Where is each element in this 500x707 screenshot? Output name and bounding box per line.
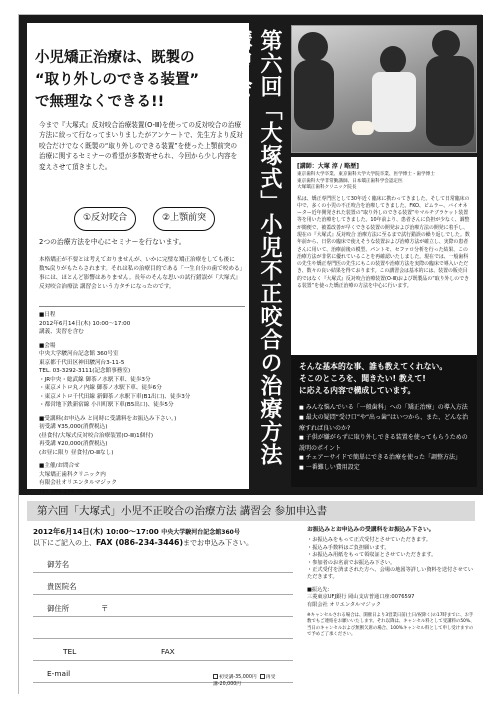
cancellation-note: ※キャンセルされる場合は、開催日より3営業日前(土日/祝除く)の17時までに、お手数でもご連絡をお願いいたします。それ以降は、キャンセル料として受講料の50%、当日のキャンセルおよび無断欠席の場合、100%キャンセル料として申し受けますので予めご了承ください。 [307,613,475,637]
form-fields [33,551,293,687]
bio-text: 私は、矯正専門医として30年近く臨床に携わってきました。そして日常臨床の中で、多くの小児の不正咬合を治療してきました。FKO、ビムラー、バイオネーター近年開発された装置の“取り外しのできる装置”やマルチブラケット装置等を用いた治療をしてきました。10年前より、患者さんに負担が少なく、調整が簡便で、被蓋改善が早くできる装置の開発および治療方法の開発に着手し、現在の『大塚式』反対咬合 治療方法に至るまで試行錯誤の繰り返しでした。数年前から、日常の臨床で使えそうな装置および治療方法が確立し、実際の患者さんに用いて、治療前後の模型、パントモ、セファロ分析を行った結果、この治療方法が非常に優れていることを再確認いたしました。現在では、一般歯科の先生や矯正専門医の先生にもこの装置や治療方法を実際の臨床で導入いただき、数々の良い結果を得ております。この講習会は基本的には、装置の販売目的ではなく『大塚式』反対咬合治療装置(O-Ⅲ)および既製品の“取り外しのできる装置”を使った矯正治療の方法を中心に行います。 [297,195,470,290]
feature-item: ■ チェアーサイドで簡単にできる治療を使った「調整方法」 [299,453,469,463]
lecturer-name: [講師：大塚 淳 / 略歴] [297,163,359,170]
note-item: ・正式受付を済まされた方へ、会場の地図等詳しい資料を送付させていただきます。 [307,567,474,581]
venue-line: ・東京メトロ千代田線 新御茶ノ水駅下車(B1出口)、徒歩3分 [39,393,191,400]
philosophy-note: 本格矯正が不要とは考えておりませんが、いかに完璧な矯正治療をしても後に数%戻りがもたらされます。それは私の治療目的である「一生自分の歯で咬める」事には、ほとんど影響はありません。長年のそんな思いの試行錯誤が『大塚式』反対咬合治療法 講習会という力タチになったのです。 [39,257,243,290]
fax-instruction [33,538,253,548]
name-field[interactable] [33,551,293,573]
bank-line: 三菱東京UFJ銀行 岡山支店普通口座:0076597 [307,594,415,601]
audience-body [294,60,334,130]
fee-line: (昼食付/大塚式反対咬合治療装置(O-Ⅲ)1個付) [39,432,154,439]
fee-heading: ■受講料(お申込み と同時に受講料をお振込み下さい。) [39,415,177,422]
note-item: ・お振込み用紙をもって領収証とさせていただきます。 [307,552,437,559]
feature-list [299,403,469,474]
seminar-flyer [18,14,482,694]
slogan-line: そんな基本的な事、誰も教えてくれない。 [299,362,448,371]
vertical-title: 第六回「大塚式」小児不正咬合の治療方法 講習会 [227,29,283,466]
address-label: 御住所 [47,604,70,613]
credential-line: 東京歯科大学非常勤講師、日本矯正歯科学会認定医 [297,178,403,184]
notes-header: お振込みとお申込みの受講料をお振込み下さい。 [307,527,435,533]
address-line-2[interactable] [33,617,293,639]
email-field[interactable] [33,661,293,687]
note-item: ・振込み手数料はご負担願います。 [307,544,390,551]
feature-item: ■ 最大の疑問“受け口”や“出っ歯”はいつから、また、どんな治療すれば良いのか? [299,413,469,433]
fax-label: FAX [161,647,175,656]
topic-circle-1: ①反対咬合 [74,207,136,231]
feature-item: ■ 子供が嫌がらずに取り外しできる装置を使ってもらうための説明のポイント [299,433,469,453]
email-label: E-mail [47,669,71,678]
topic-circle-2: ②上顎前突 [153,207,215,231]
fax-pre: 以下にご記入の上、 [33,539,96,547]
lecturer-credentials [297,172,471,192]
organizer-line: TEL.086-234-0006 [39,488,91,495]
postal-mark: 〒 [101,604,109,613]
top-section [19,15,483,495]
lecturer-head [380,46,406,74]
phone-fax-field[interactable] [33,639,293,661]
organizer-line: 有限会社オリエンタルマジック [39,480,117,486]
address-field[interactable] [33,595,293,617]
venue-line: TEL. 03-3292-3111(記念館事務室) [39,368,131,374]
intro-text: 今まで『大塚式』反対咬合治療装置(O-Ⅲ)を使っての反対咬合の治療方法に絞って行なってまいりましたがアンケートで、先生方より反対咬合だけでなく既製の“取り外しのできる装置”を使った上顎前突の治療に関するセミナーの希望が多数寄せられ、今回から少し内容を変えさせて頂きました。 [39,121,243,171]
slogan-line: に応える内容で構成しています。 [299,386,416,395]
audience-head [298,32,328,62]
date-heading: ■日程 [39,312,56,318]
venue-section [39,342,245,410]
payment-notes [307,527,475,638]
fee1-label: 初受講-35,000円 [219,675,257,680]
headline-line-3: で無理なくできる!! [35,94,165,110]
note-item: ・参加者のお名前でお振込み下さい。 [307,559,396,566]
note-item: ・お振込みをもって正式受付とさせていただきます。 [307,537,432,544]
venue-line: ・都営地下鉄新宿線 小川町駅下車(B5出口)、徒歩5分 [39,402,174,408]
name-label: 御芳名 [47,560,70,569]
organizer-line: 大塚矯正歯科クリニック内 [39,471,106,478]
venue-line: ・東京メトロ丸ノ内線 御茶ノ水駅下車、徒歩6分 [39,385,162,391]
feature-item: ■ 一番難しい費用設定 [299,463,469,473]
clinic-field[interactable] [33,573,293,595]
lecture-photo [291,25,477,153]
credential-line: 大塚矯正歯科クリニック院長 [297,185,357,190]
fax-number: FAX (086-234-3446) [96,538,184,547]
clinic-label: 貴医院名 [47,582,77,591]
fee-section [39,415,245,458]
form-venue-text: 中央大学駿河台記念館360号 [161,529,240,536]
first-time-checkbox[interactable] [213,674,218,679]
event-info [39,306,245,501]
slogan [299,361,469,397]
venue-line: 中央大学駿河台記念館 360号室 [39,351,119,357]
fee-line: (お昼に限り 昼食付/O-Ⅲなし) [39,449,114,456]
feature-item: ■ みんな悩んでいる「一般歯科」への「矯正治療」の導入方法 [299,403,469,413]
bank-heading: ■振込先： [307,586,333,593]
organizer-section [39,462,245,496]
fee2-label: 再受講-20,000円 [213,675,276,687]
bank-line: 有限会社 オリエンタルマジック [307,601,381,608]
audience-head [432,30,460,58]
left-column [27,23,249,495]
form-date-text: 2012年6月14日(木) 10:00～17:00 [33,527,159,536]
venue-line: 東京都千代田区神田駿河台3-11-5 [39,359,125,366]
fee-line: 初受講 ¥35,000(消費税込) [39,424,108,430]
credential-line: 東京歯科大学卒業、東京歯科大学大学院卒業、医学博士・歯学博士 [297,172,435,177]
headline-line-1: 小児矯正治療は、既製の [35,50,195,66]
form-title: 第六回「大塚式」小児不正咬合の治療方法 講習会 参加申込書 [27,501,475,521]
form-date [33,527,240,537]
fee-choices [213,673,293,687]
headline [35,47,245,113]
fax-post: までお申込み下さい。 [183,539,254,547]
audience-body [426,56,474,146]
date-line: 講義、実習を含む [39,329,84,335]
date-section [39,311,245,337]
venue-heading: ■会場 [39,342,56,349]
headline-line-2: “取り外しのできる装置” [35,72,200,88]
application-form [19,495,483,695]
organizer-heading: ■主催/お問合せ [39,463,80,469]
repeat-checkbox[interactable] [260,674,265,679]
date-line: 2012年6月14日(木) 10:00～17:00 [39,320,131,327]
topic-caption: 2つの治療方法を中心にセミナーを行ないます。 [39,238,186,246]
feature-box [291,355,477,487]
lecturer-shirt [372,72,416,132]
fee-line: 再受講 ¥20,000(消費税込) [39,441,108,447]
dental-model [352,121,374,135]
venue-line: ・JR中央・総武線 御茶ノ水駅下車、徒歩3分 [39,376,151,383]
slogan-line: そこのところを、聞きたい! 教えて! [299,374,426,383]
tel-label: TEL [63,647,77,656]
